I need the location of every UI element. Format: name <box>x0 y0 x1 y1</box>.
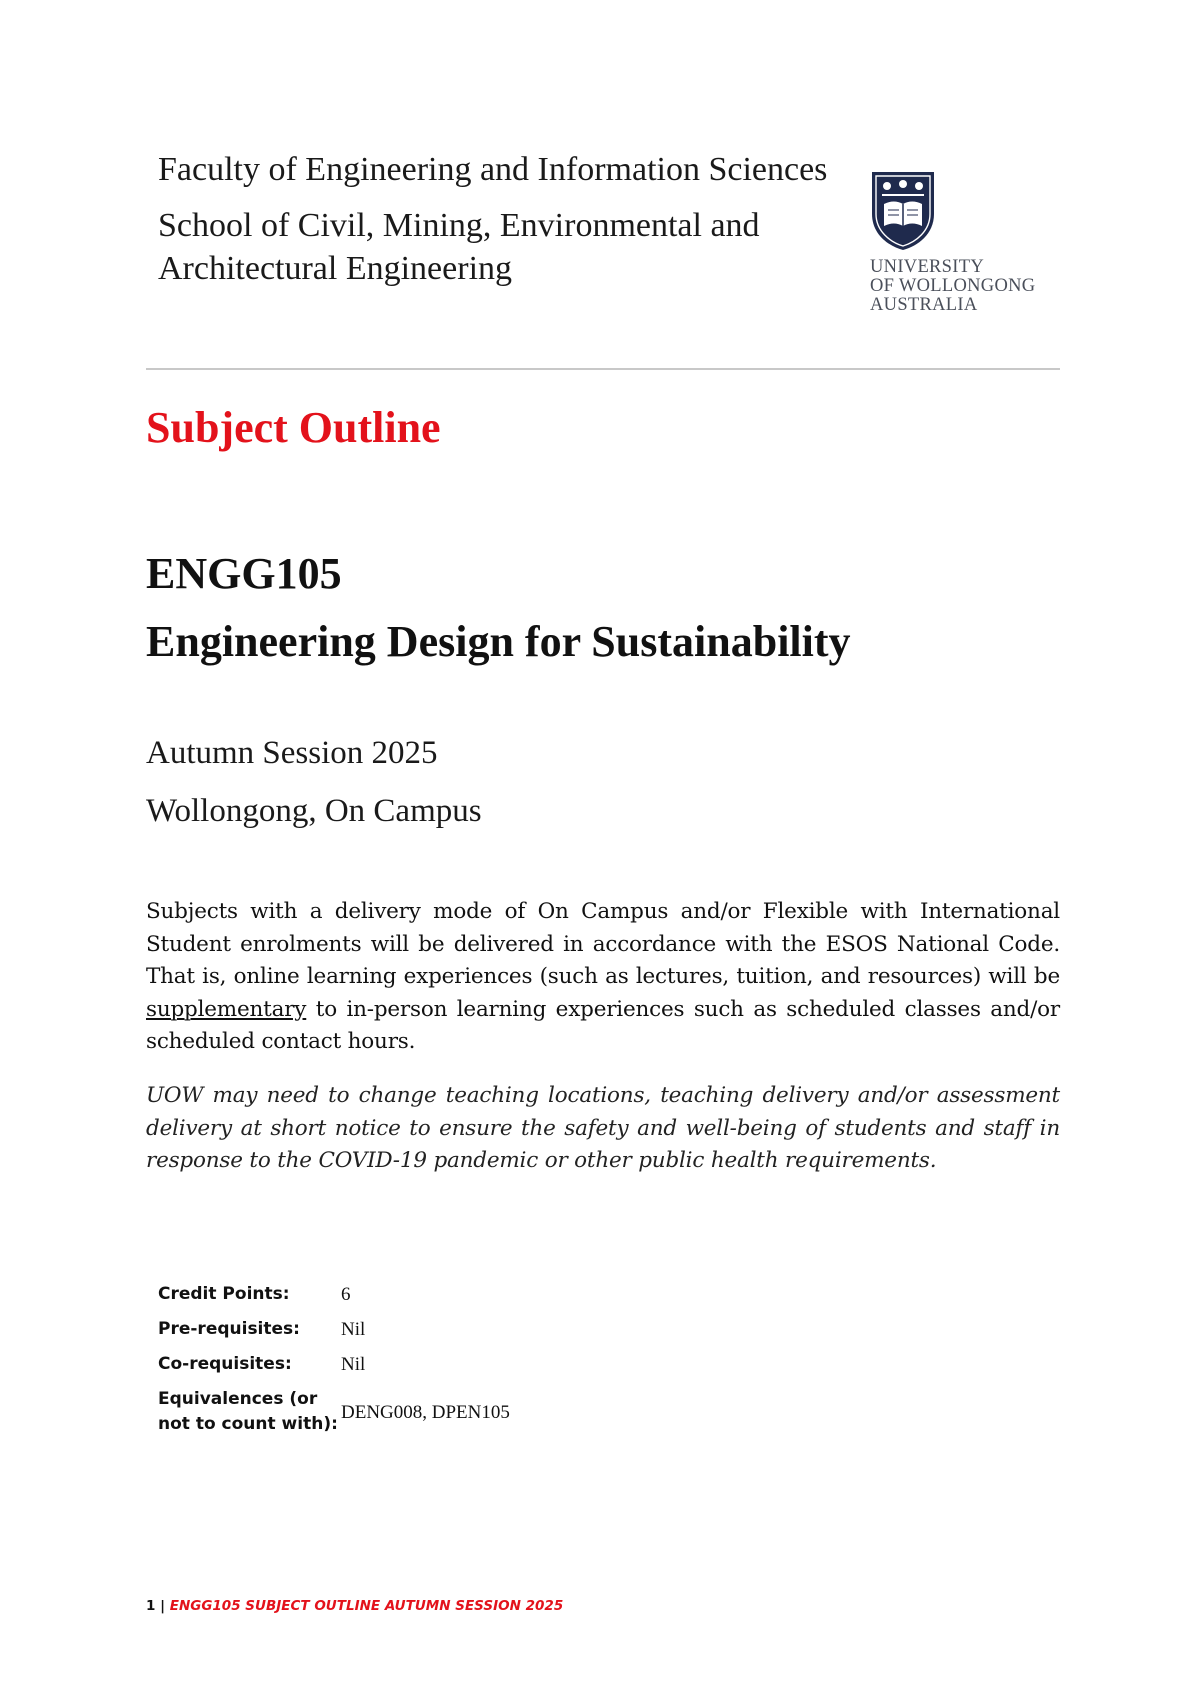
school-name: School of Civil, Mining, Environmental and Architectural Engineering <box>158 207 760 287</box>
details-row <box>158 1352 510 1387</box>
university-name-line-3: AUSTRALIA <box>870 295 978 315</box>
document-label: Subject Outline <box>146 403 441 452</box>
details-value: 6 <box>341 1284 351 1305</box>
university-logo <box>870 170 1060 315</box>
details-row <box>158 1387 510 1437</box>
session: Autumn Session 2025 <box>146 735 438 771</box>
subject-details-table <box>158 1282 510 1437</box>
details-label: Equivalences (or not to count with): <box>158 1389 338 1434</box>
details-row <box>158 1317 510 1352</box>
footer-text: ENGG105 SUBJECT OUTLINE AUTUMN SESSION 2025 <box>169 1598 564 1614</box>
header-divider <box>146 368 1060 370</box>
details-value: DENG008, DPEN105 <box>341 1401 510 1423</box>
faculty-block <box>158 148 838 290</box>
details-label: Pre-requisites: <box>158 1319 300 1339</box>
uow-crest-icon <box>870 170 936 252</box>
details-value: Nil <box>341 1354 366 1375</box>
faculty-name: Faculty of Engineering and Information Sciences <box>158 151 828 188</box>
delivery-notice-underlined: supplementary <box>146 996 307 1022</box>
delivery-notice-text-1: Subjects with a delivery mode of On Campus and/or Flexible with International Student enrolments will be delivered in accordance with the ESOS National Code. That is, online learning experiences (such as lectures, tuition, and resources) will be <box>146 899 1060 989</box>
university-name <box>870 258 1060 315</box>
details-row <box>158 1282 510 1317</box>
details-label: Co-requisites: <box>158 1354 292 1374</box>
page-number: 1 | <box>146 1598 166 1614</box>
university-name-line-2: OF WOLLONGONG <box>870 276 1036 296</box>
delivery-notice <box>146 896 1060 1059</box>
delivery-notice-text-2: to in-person learning experiences such as scheduled classes and/or scheduled contact hours. <box>146 996 1060 1054</box>
subject-code: ENGG105 <box>146 549 342 598</box>
details-value: Nil <box>341 1319 366 1340</box>
university-name-line-1: UNIVERSITY <box>870 257 984 277</box>
subject-title: Engineering Design for Sustainability <box>146 617 851 666</box>
page-footer <box>146 1598 563 1614</box>
delivery-location: Wollongong, On Campus <box>146 793 482 829</box>
details-label: Credit Points: <box>158 1284 290 1304</box>
covid-notice: UOW may need to change teaching locations, teaching delivery and/or assessment delivery at short notice to ensure the safety and well-being of students and staff in response to the COVID-19 pandemic or other public health requirements. <box>146 1083 1060 1173</box>
